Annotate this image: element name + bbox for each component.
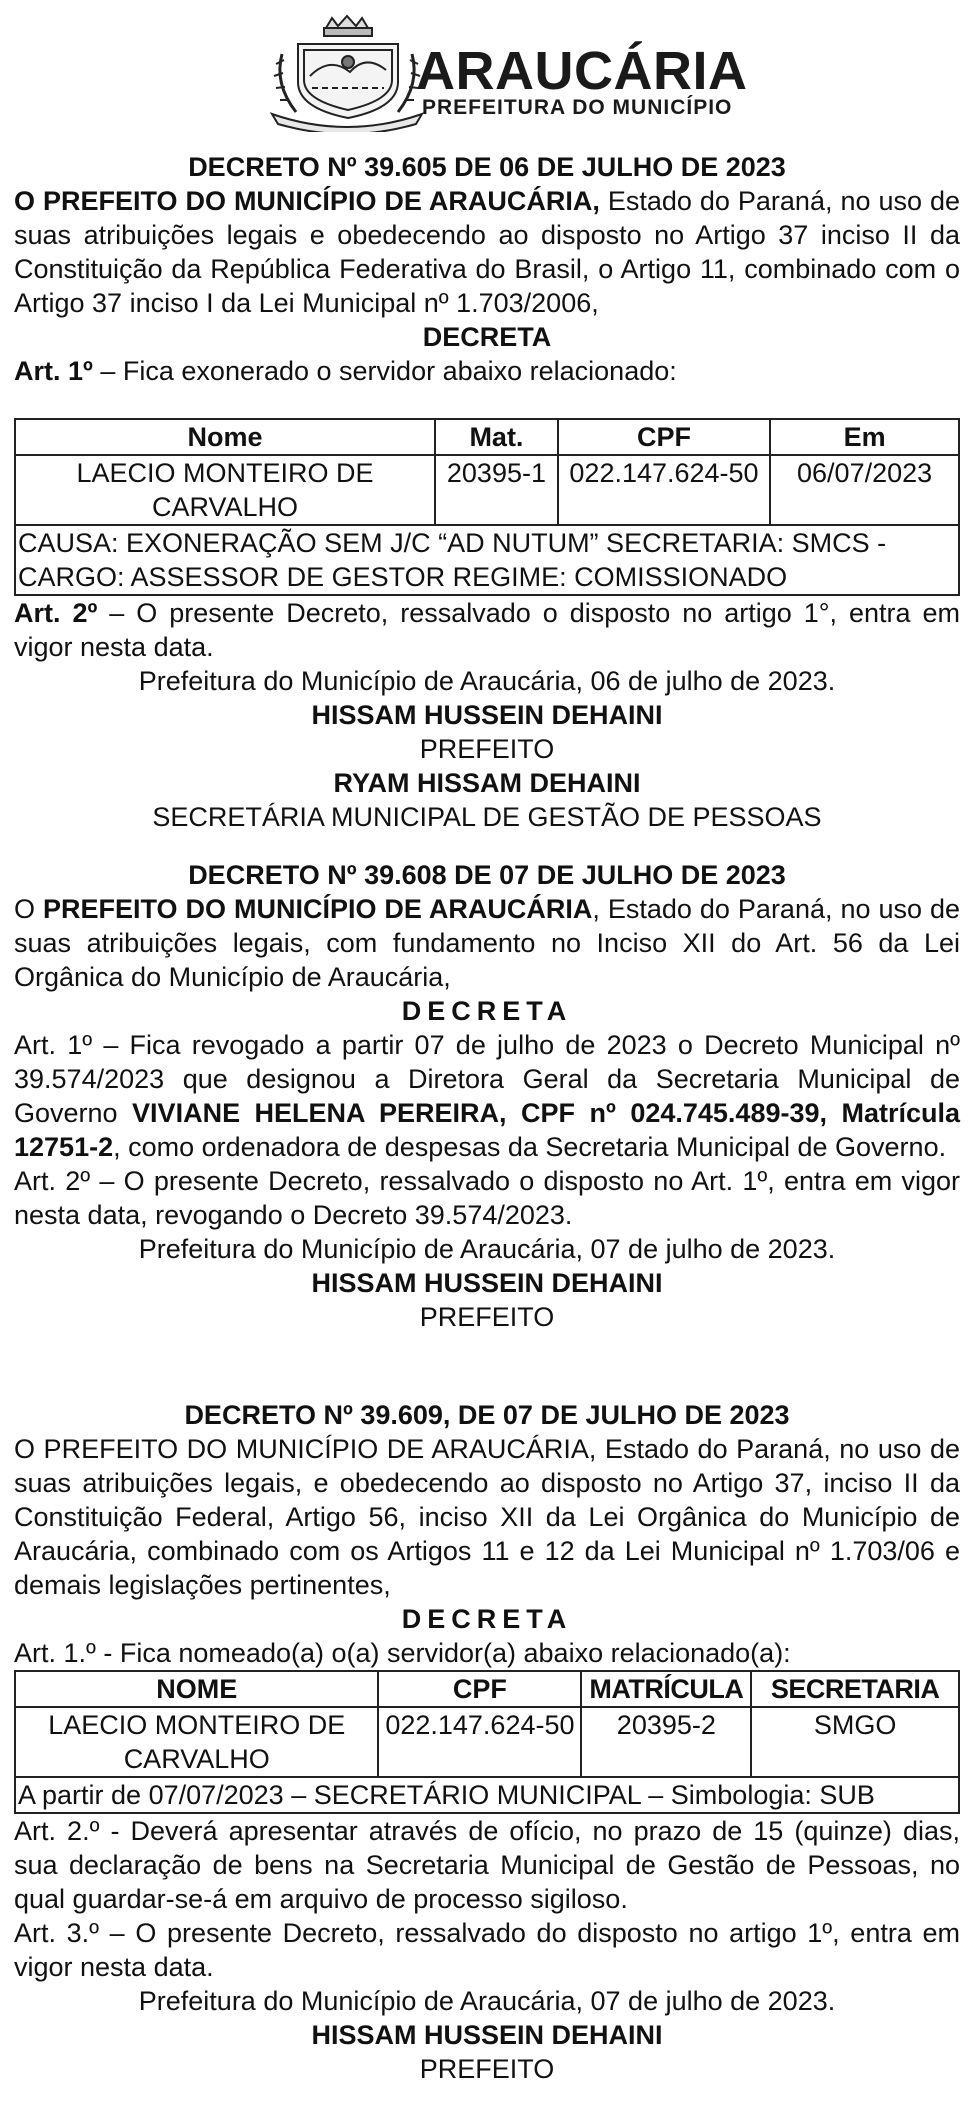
col-header: Em [770,419,959,455]
signer-name: RYAM HISSAM DEHAINI [333,768,641,798]
article-text: – Fica exonerado o servidor abaixo relacionado: [92,356,677,386]
table-header-row [15,419,959,455]
article-text: , como ordenadora de despesas da Secretaria Municipal de Governo. [113,1132,947,1162]
cell-cpf: 022.147.624-50 [378,1707,581,1777]
article-2 [14,596,960,664]
preamble-text: O [14,894,43,924]
signer-title: PREFEITO [419,2054,555,2084]
cell-cpf: 022.147.624-50 [558,455,770,525]
article-2: Art. 2.º - Deverá apresentar através de ofício, no prazo de 15 (quinze) dias, sua declaração de bens na Secretaria Municipal de Gestão de Pessoas, no qual guardar-se-á em arquivo de processo sigiloso. [14,1816,960,1914]
appointment-table [14,1670,960,1814]
table-row [15,455,959,525]
decree-preamble [14,184,960,320]
brand-title: ARAUCÁRIA [416,41,748,101]
cell-matricula: 20395-2 [581,1707,751,1777]
article-text: – O presente Decreto, ressalvado o disposto no artigo 1°, entra em vigor nesta data. [14,598,960,662]
decree-preamble: O PREFEITO DO MUNICÍPIO DE ARAUCÁRIA, Estado do Paraná, no uso de suas atribuições legais, e obedecendo ao disposto no Artigo 37, inciso II da Constituição Federal, Artigo 56, inciso XII da Lei Orgânica do Município de Araucária, combinado com os Artigos 11 e 12 da Lei Municipal nº 1.703/06 e demais legislações pertinentes, [14,1434,960,1600]
cell-name: LAECIO MONTEIRO DE CARVALHO [15,1707,378,1777]
document-page [14,0,960,2086]
place-date: Prefeitura do Município de Araucária, 07 de julho de 2023. [138,1234,836,1264]
signer-title: PREFEITO [419,734,555,764]
brand-subtitle: PREFEITURA DO MUNICÍPIO [422,96,733,119]
cell-mat: 20395-1 [435,455,558,525]
signer-name: HISSAM HUSSEIN DEHAINI [311,2020,663,2050]
decree-39608 [14,858,960,1334]
cell-secretaria: SMGO [751,1707,959,1777]
article-3: Art. 3.º – O presente Decreto, ressalvado do disposto no artigo 1º, entra em vigor nesta data. [14,1918,960,1982]
preamble-text: , Estado do Paraná, no uso de suas atribuições legais, com fundamento no Inciso XII do Art. 56 da Lei Orgânica do Município de Araucária, [14,894,960,992]
article-text: Art. 1º – Fica revogado a partir 07 de julho de 2023 o Decreto Municipal nº 39.574/2023 que designou a Diretora Geral da Secretaria Municipal de Governo [14,1030,960,1128]
decree-title: DECRETO Nº 39.609, DE 07 DE JULHO DE 2023 [184,1400,790,1430]
decree-39609 [14,1398,960,2086]
col-header: SECRETARIA [751,1671,959,1707]
signer-name: HISSAM HUSSEIN DEHAINI [311,700,663,730]
place-date: Prefeitura do Município de Araucária, 06 de julho de 2023. [138,666,836,696]
article-bold: VIVIANE HELENA PEREIRA, CPF nº 024.745.489-39, Matrícula 12751-2 [14,1098,961,1162]
signer-title: PREFEITO [419,1302,555,1332]
article-1: Art. 1.º - Fica nomeado(a) o(a) servidor(a) abaixo relacionado(a): [14,1638,791,1668]
table-header-row [15,1671,959,1707]
col-header: CPF [378,1671,581,1707]
decree-title: DECRETO Nº 39.605 DE 06 DE JULHO DE 2023 [188,152,786,182]
preamble-bold: O PREFEITO DO MUNICÍPIO DE ARAUCÁRIA, [14,186,600,216]
cell-note: CAUSA: EXONERAÇÃO SEM J/C “AD NUTUM” SECRETARIA: SMCS - CARGO: ASSESSOR DE GESTOR REGIME: COMISSIONADO [15,525,959,595]
cell-note: A partir de 07/07/2023 – SECRETÁRIO MUNICIPAL – Simbologia: SUB [15,1777,959,1813]
decree-preamble [14,892,960,994]
decree-title: DECRETO Nº 39.608 DE 07 DE JULHO DE 2023 [188,860,786,890]
col-header: CPF [558,419,770,455]
article-1 [14,354,960,388]
brand-block [416,41,748,119]
decreta-heading: DECRETA [401,1604,573,1634]
col-header: Nome [15,419,435,455]
decreta-heading: DECRETA [401,996,573,1026]
table-row [15,1707,959,1777]
article-2: Art. 2º – O presente Decreto, ressalvado o disposto no Art. 1º, entra em vigor nesta data, revogando o Decreto 39.574/2023. [14,1166,960,1230]
exoneration-table [14,418,960,596]
col-header: Mat. [435,419,558,455]
article-1 [14,1028,960,1164]
cell-name: LAECIO MONTEIRO DE CARVALHO [15,455,435,525]
preamble-bold: PREFEITO DO MUNICÍPIO DE ARAUCÁRIA [42,894,593,924]
decreta-heading: DECRETA [422,322,552,352]
letterhead [14,0,960,150]
table-note-row [15,1777,959,1813]
preamble-text: Estado do Paraná, no uso de suas atribuições legais e obedecendo ao disposto no Artigo 37 inciso II da Constituição da República Federativa do Brasil, o Artigo 11, combinado com o Artigo 37 inciso I da Lei Municipal nº 1.703/2006, [14,186,960,318]
decree-39605 [14,150,960,834]
signer-title: SECRETÁRIA MUNICIPAL DE GESTÃO DE PESSOAS [152,802,822,832]
municipal-coat-of-arms-icon [262,14,432,132]
article-label: Art. 1º [14,356,93,386]
table-note-row [15,525,959,595]
signer-name: HISSAM HUSSEIN DEHAINI [311,1268,663,1298]
article-label: Art. 2º [14,598,98,628]
col-header: MATRÍCULA [581,1671,751,1707]
place-date: Prefeitura do Município de Araucária, 07 de julho de 2023. [138,1986,836,2016]
col-header: NOME [15,1671,378,1707]
cell-date: 06/07/2023 [770,455,959,525]
